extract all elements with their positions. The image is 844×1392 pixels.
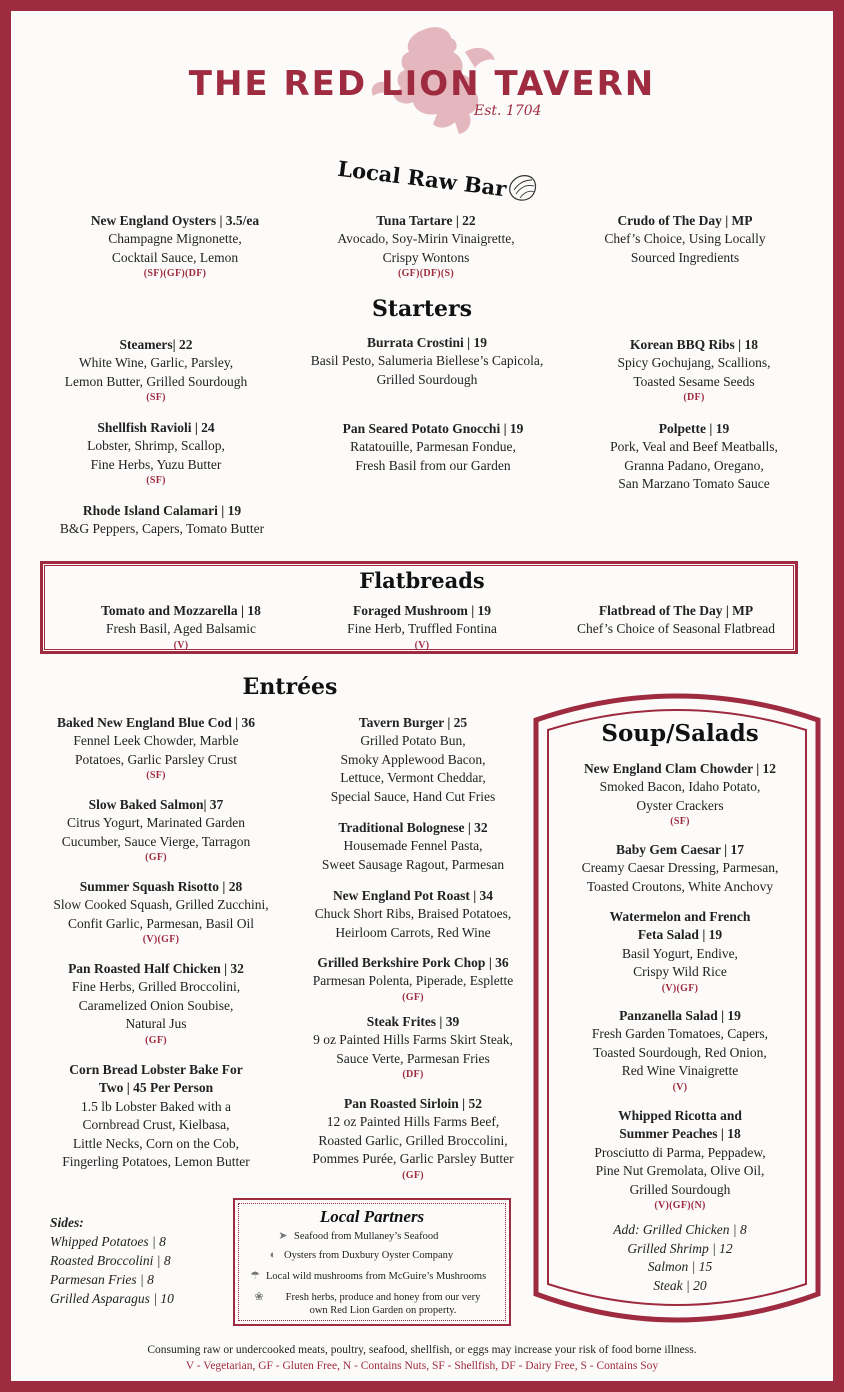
entree-item: Baked New England Blue Cod | 36 Fennel Leek Chowder, Marble Potatoes, Garlic Parsley Crust (SF) (56, 715, 256, 782)
starters-title: Starters (371, 296, 473, 322)
entree-item: Summer Squash Risotto | 28 Slow Cooked Squash, Grilled Zucchini, Confit Garlic, Parmesan, Basil Oil (V)(GF) (53, 879, 269, 946)
entree-item: Corn Bread Lobster Bake For Two | 45 Per Person 1.5 lb Lobster Baked with a Cornbread Crust, Kielbasa, Little Necks, Corn on the Cob, Fingerling Potatoes, Lemon Butter (62, 1062, 250, 1170)
starter-item: Shellfish Ravioli | 24 Lobster, Shrimp, Scallop, Fine Herbs, Yuzu Butter (SF) (87, 420, 225, 487)
salad-item: Baby Gem Caesar | 17 Creamy Caesar Dressing, Parmesan, Toasted Croutons, White Anchovy (581, 842, 779, 894)
flatbread-item: Flatbread of The Day | MP Chef’s Choice of Seasonal Flatbread (577, 603, 775, 637)
oyster-icon (504, 170, 540, 206)
sides-list: Sides: Whipped Potatoes | 8 Roasted Broccolini | 8 Parmesan Fries | 8 Grilled Asparagus | 10 (50, 1215, 174, 1306)
food-safety-warning: Consuming raw or undercooked meats, poultry, seafood, shellfish, or eggs may increase your risk of food borne illness. (147, 1344, 697, 1356)
partner-row: ◐ Oysters from Duxbury Oyster Company (266, 1249, 453, 1262)
oyster-icon: ◐ (269, 1249, 277, 1261)
flatbreads-title: Flatbreads (359, 568, 485, 593)
entree-item: New England Pot Roast | 34 Chuck Short Ribs, Braised Potatoes, Heirloom Carrots, Red Wine (314, 888, 512, 940)
starter-item: Burrata Crostini | 19 Basil Pesto, Salumeria Biellese’s Capicola, Grilled Sourdough (310, 335, 544, 387)
salad-item: Panzanella Salad | 19 Fresh Garden Tomatoes, Capers, Toasted Sourdough, Red Onion, Red Wine Vinaigrette (V) (591, 1008, 769, 1093)
starter-item: Korean BBQ Ribs | 18 Spicy Gochujang, Scallions, Toasted Sesame Seeds (DF) (617, 337, 771, 404)
starter-item: Pan Seared Potato Gnocchi | 19 Ratatouille, Parmesan Fondue, Fresh Basil from our Garden (342, 421, 524, 473)
salad-item: New England Clam Chowder | 12 Smoked Bacon, Idaho Potato, Oyster Crackers (SF) (583, 761, 777, 828)
established-date: Est. 1704 (474, 103, 542, 119)
entree-item: Slow Baked Salmon| 37 Citrus Yogurt, Marinated Garden Cucumber, Sauce Vierge, Tarragon (GF) (61, 797, 251, 864)
starter-item: Polpette | 19 Pork, Veal and Beef Meatballs, Granna Padano, Oregano, San Marzano Tomato Sauce (610, 421, 778, 492)
entree-item: Pan Roasted Half Chicken | 32 Fine Herbs, Grilled Broccolini, Caramelized Onion Soubise, Natural Jus (GF) (68, 961, 244, 1046)
flatbread-item: Foraged Mushroom | 19 Fine Herb, Truffled Fontina (V) (347, 603, 497, 651)
raw-bar-item: Tuna Tartare | 22 Avocado, Soy-Mirin Vinaigrette, Crispy Wontons (GF)(DF)(S) (337, 213, 515, 280)
partner-row: ➤ Seafood from Mullaney’s Seafood (276, 1230, 438, 1243)
salad-item: Whipped Ricotta and Summer Peaches | 18 Prosciutto di Parma, Peppadew, Pine Nut Gremolata, Olive Oil, Grilled Sourdough (V)(GF)(N) (594, 1108, 766, 1212)
salad-item: Watermelon and French Feta Salad | 19 Basil Yogurt, Endive, Crispy Wild Rice (V)(GF) (609, 909, 751, 994)
local-partners-title: Local Partners (319, 1207, 425, 1226)
raw-bar-item: New England Oysters | 3.5/ea Champagne Mignonette, Cocktail Sauce, Lemon (SF)(GF)(DF) (90, 213, 260, 280)
salad-addons: Add: Grilled Chicken | 8 Grilled Shrimp | 12 Salmon | 15 Steak | 20 (613, 1222, 747, 1293)
bee-icon: ❀ (254, 1291, 264, 1303)
entree-item: Steak Frites | 39 9 oz Painted Hills Farms Skirt Steak, Sauce Verte, Parmesan Fries (DF) (313, 1014, 513, 1081)
partner-row: ☂ Local wild mushrooms from McGuire’s Mushrooms (248, 1270, 486, 1283)
starter-item: Steamers| 22 White Wine, Garlic, Parsley, Lemon Butter, Grilled Sourdough (SF) (64, 337, 248, 404)
mushroom-icon: ☂ (250, 1270, 260, 1282)
entree-item: Tavern Burger | 25 Grilled Potato Bun, Smoky Applewood Bacon, Lettuce, Vermont Cheddar, Special Sauce, Hand Cut Fries (330, 715, 496, 804)
raw-bar-title: Local Raw Bar (336, 155, 508, 202)
fish-icon: ➤ (278, 1230, 288, 1242)
starter-item: Rhode Island Calamari | 19 B&G Peppers, Capers, Tomato Butter (59, 503, 265, 537)
restaurant-title: THE RED LION TAVERN (188, 64, 656, 104)
soup-salads-title: Soup/Salads (601, 720, 759, 747)
partner-row: ❀ Fresh herbs, produce and honey from our very own Red Lion Garden on property. (252, 1291, 504, 1317)
entree-item: Grilled Berkshire Pork Chop | 36 Parmesan Polenta, Piperade, Esplette (GF) (312, 955, 514, 1003)
entree-item: Traditional Bolognese | 32 Housemade Fennel Pasta, Sweet Sausage Ragout, Parmesan (321, 820, 505, 872)
flatbread-item: Tomato and Mozzarella | 18 Fresh Basil, Aged Balsamic (V) (101, 603, 261, 651)
entrees-title: Entrées (242, 674, 338, 700)
entree-item: Pan Roasted Sirloin | 52 12 oz Painted Hills Farms Beef, Roasted Garlic, Grilled Broccolini, Pommes Purée, Garlic Parsley Butter (GF) (312, 1096, 514, 1181)
raw-bar-item: Crudo of The Day | MP Chef’s Choice, Using Locally Sourced Ingredients (604, 213, 766, 265)
dietary-legend: V - Vegetarian, GF - Gluten Free, N - Contains Nuts, SF - Shellfish, DF - Dairy Free, S - Contains Soy (185, 1360, 659, 1372)
